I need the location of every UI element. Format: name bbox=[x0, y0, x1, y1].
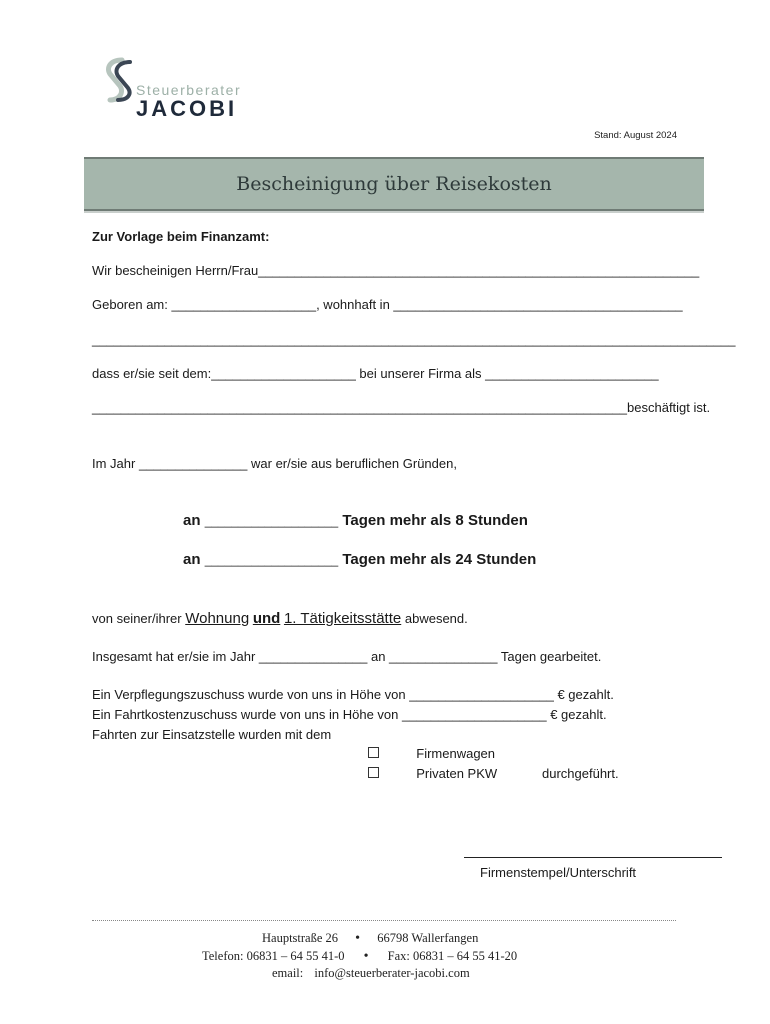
days-24h-line bbox=[183, 551, 536, 568]
absence-post: abwesend. bbox=[404, 611, 468, 626]
absence-taetigkeit: 1. Tätigkeitsstätte bbox=[283, 610, 402, 627]
logo-mark-icon bbox=[100, 56, 140, 104]
footer-fax: Fax: 06831 – 64 55 41-20 bbox=[387, 949, 518, 963]
firmenwagen-checkbox[interactable] bbox=[368, 747, 379, 758]
footer-telefon: Telefon: 06831 – 64 55 41-0 bbox=[202, 949, 345, 963]
meal-allowance-line: Ein Verpflegungszuschuss wurde von uns in Höhe von ____________________ € gezahlt. bbox=[92, 687, 614, 702]
absence-pre: von seiner/ihrer bbox=[92, 611, 182, 626]
absence-und: und bbox=[252, 610, 281, 627]
days-24h-text: Tagen mehr als 24 Stunden bbox=[342, 551, 537, 568]
bullet-icon: • bbox=[355, 931, 361, 946]
form-line-since: dass er/sie seit dem:____________________ bei unserer Firma als ________________________ bbox=[92, 366, 659, 381]
logo-subtitle: Steuerberater bbox=[136, 82, 242, 98]
footer-email-label: email: bbox=[272, 966, 304, 980]
days-24h-an: an bbox=[183, 551, 201, 568]
form-line-name: Wir bescheinigen Herrn/Frau_____________________________________________________________ bbox=[92, 263, 700, 278]
firmenwagen-label: Firmenwagen bbox=[416, 746, 496, 761]
logo-title: JACOBI bbox=[136, 96, 238, 121]
performed-text: durchgeführt. bbox=[542, 766, 619, 781]
signature-label: Firmenstempel/Unterschrift bbox=[480, 865, 637, 880]
page-title: Bescheinigung über Reisekosten bbox=[236, 173, 552, 195]
stand-date: Stand: August 2024 bbox=[594, 130, 677, 141]
bullet-icon: • bbox=[363, 949, 369, 964]
signature-line bbox=[464, 857, 722, 858]
form-line-birth: Geboren am: ____________________, wohnhaft in ________________________________________ bbox=[92, 297, 683, 312]
form-line-address: _________________________________________________________________________________________ bbox=[92, 332, 736, 347]
form-line-year: Im Jahr _______________ war er/sie aus beruflichen Gründen, bbox=[92, 456, 457, 471]
option-firmenwagen[interactable] bbox=[368, 746, 495, 761]
days-8h-line bbox=[183, 512, 528, 529]
form-line-employed: __________________________________________________________________________beschäftigt ist. bbox=[92, 400, 711, 415]
option-privat-pkw[interactable] bbox=[368, 766, 497, 781]
absence-wohnung: Wohnung bbox=[185, 610, 250, 627]
footer-address bbox=[262, 931, 478, 947]
trips-line: Fahrten zur Einsatzstelle wurden mit dem bbox=[92, 727, 332, 742]
privat-pkw-checkbox[interactable] bbox=[368, 767, 379, 778]
absence-line bbox=[92, 610, 468, 627]
footer-street: Hauptstraße 26 bbox=[262, 931, 339, 945]
footer-email-line bbox=[272, 966, 470, 981]
footer-divider bbox=[92, 920, 676, 921]
days-8h-blank: ____________________ bbox=[204, 514, 339, 528]
footer-city: 66798 Wallerfangen bbox=[377, 931, 479, 945]
days-8h-text: Tagen mehr als 8 Stunden bbox=[342, 512, 528, 529]
privat-pkw-label: Privaten PKW bbox=[416, 766, 498, 781]
days-8h-an: an bbox=[183, 512, 201, 529]
footer-phone-line bbox=[202, 949, 517, 965]
form-heading: Zur Vorlage beim Finanzamt: bbox=[92, 229, 270, 244]
footer-email[interactable]: info@steuerberater-jacobi.com bbox=[314, 966, 470, 980]
worked-line: Insgesamt hat er/sie im Jahr _______________ an _______________ Tagen gearbeitet. bbox=[92, 649, 602, 664]
title-band bbox=[84, 157, 704, 211]
travel-allowance-line: Ein Fahrtkostenzuschuss wurde von uns in Höhe von ____________________ € gezahlt. bbox=[92, 707, 607, 722]
days-24h-blank: ____________________ bbox=[204, 553, 339, 567]
